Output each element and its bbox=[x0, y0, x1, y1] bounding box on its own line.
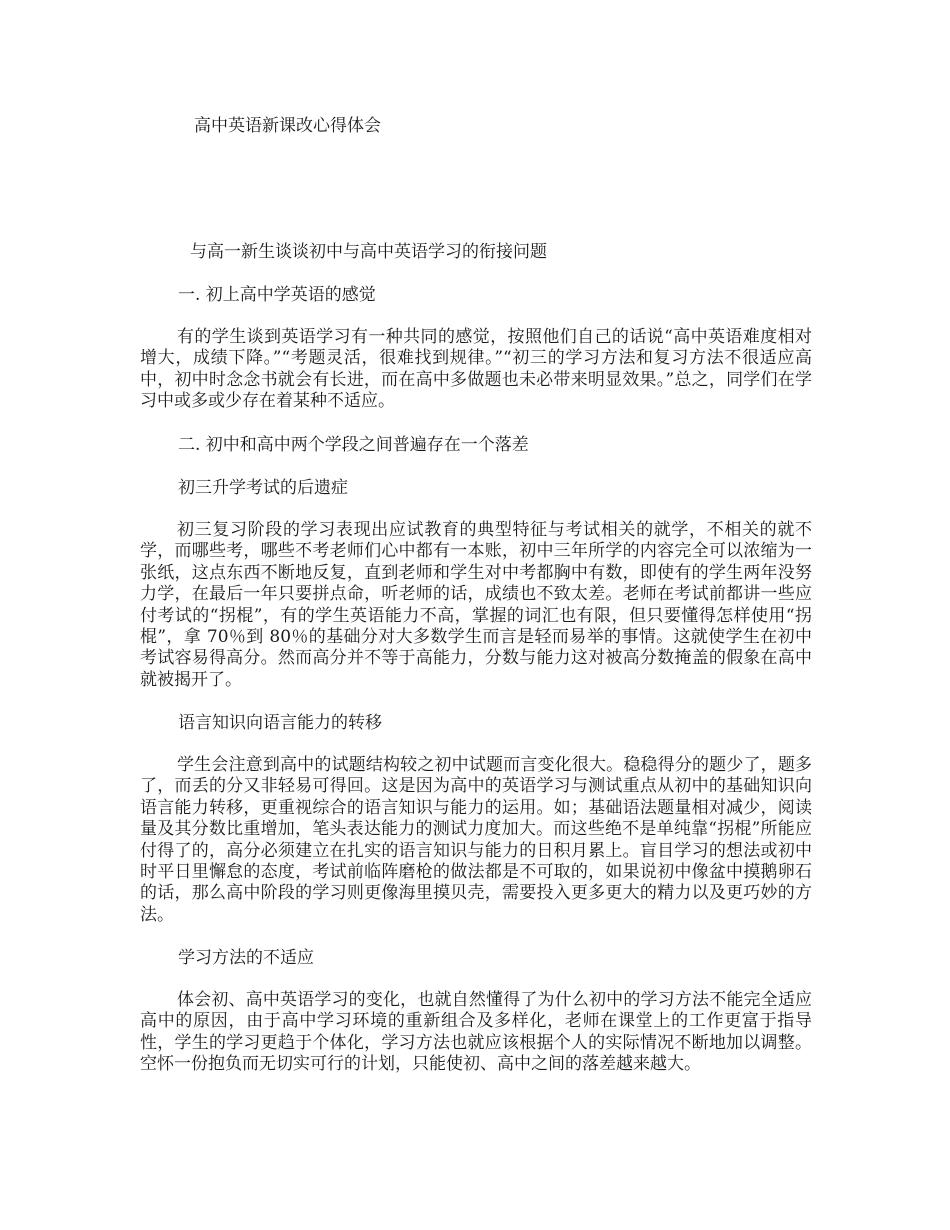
document-subtitle: 与高一新生谈谈初中与高中英语学习的衔接问题 bbox=[190, 242, 547, 262]
paragraph-exam-aftermath: 初三复习阶段的学习表现出应试教育的典型特征与考试相关的就学，不相关的就不学，而哪些考，哪些不考老师们心中都有一本账，初中三年所学的内容完全可以浓缩为一张纸，这点东西不断地反复，直到老师和学生对中考都胸中有数，即使有的学生两年没努力学，在最后一年只要拼点命，听老师的话，成绩也不致太差。老师在考试前都讲一些应付考试的“拐棍”，有的学生英语能力不高，掌握的词汇也有限，但只要懂得怎样使用“拐棍”，拿 70％到 80％的基础分对大多数学生而言是轻而易举的事情。这就使学生在初中考试容易得高分。然而高分并不等于高能力，分数与能力这对被高分数掩盖的假象在高中就被揭开了。 bbox=[140, 520, 812, 690]
section-heading-gap: 二. 初中和高中两个学段之间普遍存在一个落差 bbox=[178, 435, 529, 455]
paragraph-first-impression: 有的学生谈到英语学习有一种共同的感觉，按照他们自己的话说“高中英语难度相对增大，成绩下降。”“考题灵活，很难找到规律。”“初三的学习方法和复习方法不很适应高中，初中时念念书就会有长进，而在高中多做题也未必带来明显效果。”总之，同学们在学习中或多或少存在着某种不适应。 bbox=[140, 327, 812, 412]
section-heading-knowledge-to-ability: 语言知识向语言能力的转移 bbox=[178, 713, 382, 733]
document-title: 高中英语新课改心得体会 bbox=[194, 116, 381, 136]
section-heading-method-mismatch: 学习方法的不适应 bbox=[178, 948, 314, 968]
paragraph-method-mismatch: 体会初、高中英语学习的变化，也就自然懂得了为什么初中的学习方法不能完全适应高中的原因，由于高中学习环境的重新组合及多样化，老师在课堂上的工作更富于指导性，学生的学习更趋于个体化，学习方法也就应该根据个人的实际情况不断地加以调整。空怀一份抱负而无切实可行的计划，只能使初、高中之间的落差越来越大。 bbox=[140, 990, 812, 1075]
section-heading-first-impression: 一. 初上高中学英语的感觉 bbox=[178, 285, 376, 305]
section-heading-exam-aftermath: 初三升学考试的后遗症 bbox=[178, 478, 348, 498]
paragraph-knowledge-to-ability: 学生会注意到高中的试题结构较之初中试题而言变化很大。稳稳得分的题少了，题多了，而丢的分又非轻易可得回。这是因为高中的英语学习与测试重点从初中的基础知识向语言能力转移，更重视综合的语言知识与能力的运用。如；基础语法题量相对减少，阅读量及其分数比重增加，笔头表达能力的测试力度加大。而这些绝不是单纯靠“拐棍”所能应付得了的，高分必须建立在扎实的语言知识与能力的日积月累上。盲目学习的想法或初中时平日里懈怠的态度，考试前临阵磨枪的做法都是不可取的，如果说初中像盆中摸鹅卵石的话，那么高中阶段的学习则更像海里摸贝壳，需要投入更多更大的精力以及更巧妙的方法。 bbox=[140, 755, 812, 925]
